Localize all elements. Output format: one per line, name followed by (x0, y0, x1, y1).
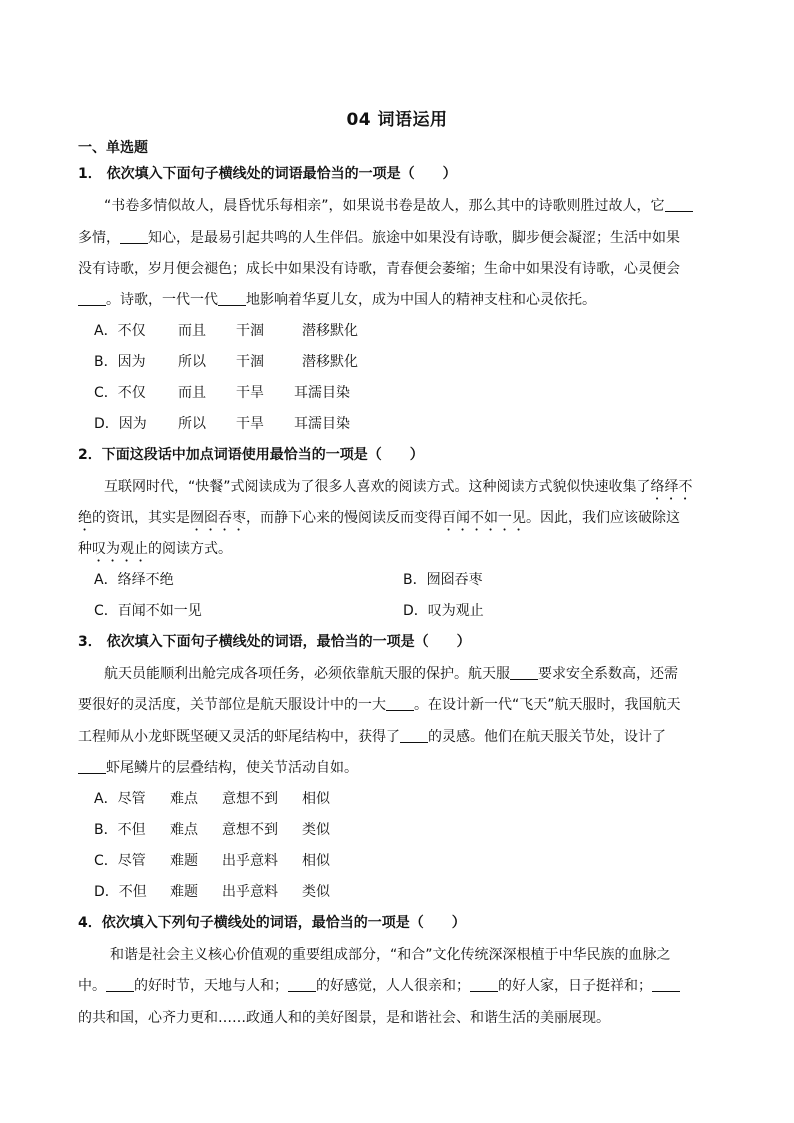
option-a[interactable]: A．络绎不绝 (94, 572, 174, 588)
option-b[interactable]: B．不但 难点 意想不到 类似 (94, 822, 330, 838)
option-a[interactable]: A．不仅 而且 干涸 潜移默化 (94, 323, 358, 339)
blank (665, 197, 693, 212)
question-2-stem: 2．下面这段话中加点词语使用最恰当的一项是（ ） (78, 447, 424, 463)
blank (400, 728, 428, 743)
blank (652, 977, 680, 992)
option-c[interactable]: C．不仅 而且 干旱 耳濡目染 (94, 385, 350, 401)
question-3-stem: 3． 依次填入下面句子横线处的词语，最恰当的一项是（ ） (78, 634, 471, 650)
page-title: 04 词语运用 (346, 110, 448, 130)
question-1-passage-line: “书卷多情似故人，晨昏忧乐每相亲”，如果说书卷是故人，那么其中的诗歌则胜过故人，它 (104, 196, 748, 216)
question-3-passage-line: 工程师从小龙虾既坚硬又灵活的虾尾结构中，获得了 的灵感。他们在航天服关节处，设计了 (78, 729, 666, 745)
question-4-passage-line: 中。 的好时节，天地与人和； 的好感觉，人人很亲和； 的好人家，日子挺祥和； (78, 976, 722, 996)
blank (470, 977, 498, 992)
option-b[interactable]: B．因为 所以 干涸 潜移默化 (94, 354, 358, 370)
question-1-passage-line: 没有诗歌，岁月便会褪色；成长中如果没有诗歌，青春便会萎缩；生命中如果没有诗歌，心灵便会 (78, 261, 680, 277)
question-2-passage-line: 互联网时代，“快餐”式阅读成为了很多人喜欢的阅读方式。这种阅读方式貌似快速收集了络绎不 (104, 479, 693, 495)
question-4-passage-line: 和谐是社会主义核心价值观的重要组成部分，“和合”文化传统深深根植于中华民族的血脉之 (110, 947, 671, 963)
section-heading: 一、单选题 (78, 140, 148, 156)
option-d[interactable]: D．叹为观止 (403, 603, 484, 619)
question-2-passage-line: 绝的资讯，其实是囫囵吞枣，而静下心来的慢阅读反而变得百闻不如一见。因此，我们应该破除这 (78, 510, 680, 526)
option-a[interactable]: A．尽管 难点 意想不到 相似 (94, 791, 330, 807)
blank (78, 759, 106, 774)
blank (510, 665, 538, 680)
question-4-passage-line: 的共和国，心齐力更和……政通人和的美好图景，是和谐社会、和谐生活的美丽展现。 (78, 1010, 610, 1026)
option-c[interactable]: C．百闻不如一见 (94, 603, 202, 619)
question-1-passage-line: 。诗歌，一代一代 地影响着华夏儿女，成为中国人的精神支柱和心灵依托。 (78, 290, 722, 310)
option-b[interactable]: B．囫囵吞枣 (403, 572, 483, 588)
question-1-stem: 1． 依次填入下面句子横线处的词语最恰当的一项是（ ） (78, 166, 457, 182)
question-2-passage-line: 种叹为观止的阅读方式。 (78, 541, 232, 557)
question-3-passage-line: 虾尾鳞片的层叠结构，使关节活动自如。 (78, 758, 722, 778)
question-3-passage-line: 航天员能顺利出舱完成各项任务，必须依靠航天服的保护。航天服 要求安全系数高，还需 (104, 666, 678, 682)
blank (218, 291, 246, 306)
blank (78, 291, 106, 306)
question-3-passage-line: 要很好的灵活度，关节部位是航天服设计中的一大 。在设计新一代“飞天”航天服时，我国航天 (78, 697, 681, 713)
option-c[interactable]: C．尽管 难题 出乎意料 相似 (94, 853, 330, 869)
option-d[interactable]: D．因为 所以 干旱 耳濡目染 (94, 416, 350, 432)
blank (120, 229, 148, 244)
question-1-passage-line: 多情， 知心，是最易引起共鸣的人生伴侣。旅途中如果没有诗歌，脚步便会凝涩；生活中如果 (78, 230, 680, 246)
blank (288, 977, 316, 992)
option-d[interactable]: D．不但 难题 出乎意料 类似 (94, 884, 330, 900)
question-4-stem: 4．依次填入下列句子横线处的词语，最恰当的一项是（ ） (78, 915, 466, 931)
blank (386, 696, 414, 711)
blank (106, 977, 134, 992)
